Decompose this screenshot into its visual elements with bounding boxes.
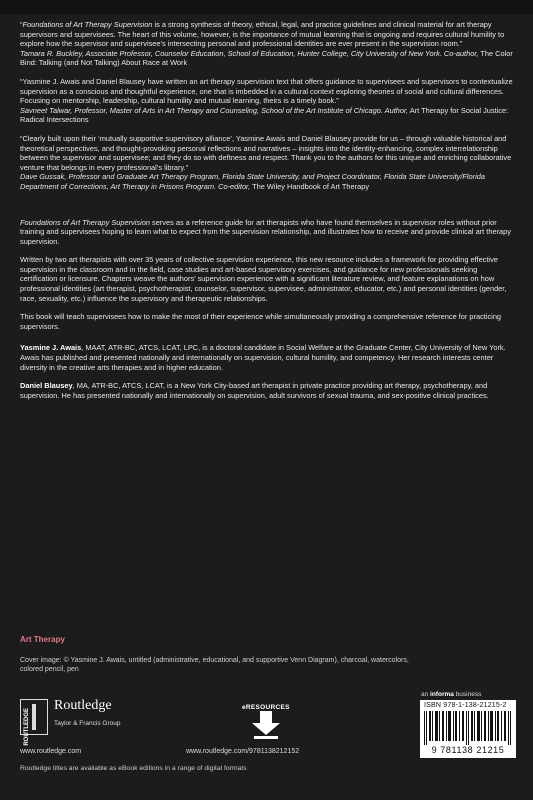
- routledge-mark-icon: ROUTLEDGE: [20, 699, 48, 735]
- isbn-barcode-box: [420, 700, 516, 758]
- description-paragraph: This book will teach supervisees how to make the most of their experience while simultaneously providing a comprehensive reference for practicing supervisors.: [20, 312, 502, 331]
- category-label: Art Therapy: [20, 635, 65, 644]
- author-bio: Daniel Blausey, MA, ATR-BC, ATCS, LCAT, is a New York City-based art therapist in private practice providing art therapy, psychotherapy, and supervision. He has presented nationally and internationally on supervision, adult survivors of sexual trauma, and sex-positive clinical practices.: [20, 381, 489, 400]
- eresources-label: eRESOURCES: [242, 704, 290, 711]
- publisher-url: www.routledge.com: [20, 748, 82, 755]
- endorsement-3: [20, 134, 514, 192]
- eresources-logo: [240, 703, 292, 739]
- author-bio: Yasmine J. Awais, MAAT, ATR-BC, ATCS, LCAT, LPC, is a doctoral candidate in Social Welfare at the Graduate Center, City University of New York. Awais has published and presented nationally and internationally on supervision, cultural humility, and competency. Her research interests center diversity in the creative arts therapies and in higher education.: [20, 343, 506, 372]
- publisher-name: Routledge: [54, 698, 112, 713]
- eresources-url: www.routledge.com/9781138212152: [186, 748, 300, 755]
- endorsement-2: [20, 77, 514, 125]
- ebook-note: Routledge titles are available as eBook editions in a range of digital formats: [20, 765, 247, 772]
- endorsement-body: “Yasmine J. Awais and Daniel Blausey have written an art therapy supervision text that offers guidance to supervisees and supervisors to contextualize supervision as a conscious and thoughtful experience, one that is imbedded in a cultural context exploring theories of social and cultural differences. Focusing on mentorship, leadership, cultural humility and mutual learning, theirs is a timely book.”: [20, 76, 513, 106]
- top-edge: [0, 0, 533, 14]
- endorsement-body: “Foundations of Art Therapy Supervision is a strong synthesis of theory, ethical, legal, and practice guidelines and clinical material for art therapy supervisors and supervisees. The heart of this volume, however, is the importance of mutual learning that is ongoing and requires cultural humility to explore how the supervisor and supervisee’s intersecting personal and professional identities are ever present in the supervision room.”: [20, 20, 505, 49]
- author-bios: [20, 343, 514, 400]
- main-content: [20, 20, 514, 409]
- endorsement-attribution: Savneet Talwar, Professor, Master of Arts in Art Therapy and Counseling, School of the Art Institute of Chicago. Author, Art Therapy for Social Justice: Radical Intersections: [20, 105, 509, 125]
- publisher-group: Taylor & Francis Group: [54, 720, 121, 727]
- isbn-label: ISBN 978-1-138-21215-2: [424, 702, 507, 709]
- endorsement-attribution: Dave Gussak, Professor and Graduate Art Therapy Program, Florida State University, and Project Coordinator, Florida State University/Florida Department of Corrections, Art Therapy in Prisons Program. Co-editor, The Wiley Handbook of Art Therapy: [20, 172, 485, 191]
- endorsement-body: “Clearly built upon their ‘mutually supportive supervisory alliance’, Yasmine Awais and Daniel Blausey provide for us – through valuable historical and theoretical perspectives, and thought-provoking personal reflections and narratives – insights into the identity-enhancing, complex interrelationship between the supervisor and supervisee; and they do so with deftness and respect. Thank you to the authors for this unique and enriching collaborative venture that belongs in every professional’s library.”: [20, 133, 512, 172]
- cover-credit: Cover image: © Yasmine J. Awais, untitled (administrative, educational, and supportive Venn Diagram), charcoal, watercolors, colored pencil, pen: [20, 657, 409, 673]
- barcode-icon: [424, 711, 512, 745]
- routledge-logo: [20, 698, 160, 746]
- informa-tagline: an informa business: [421, 691, 482, 698]
- description-paragraph: Foundations of Art Therapy Supervision serves as a reference guide for art therapists who have found themselves in supervisor roles without prior training and supervisees hoping to learn what to expect from the supervision relationship, and illustrates how to receive and provide clinical art therapy supervision.: [20, 217, 511, 246]
- download-arrow-icon: [250, 711, 282, 739]
- book-title: Foundations of Art Therapy Supervision: [22, 20, 153, 29]
- description-paragraph: Written by two art therapists with over 35 years of collective supervision experience, this new resource includes a framework for providing effective supervision in the classroom and in the field, case studies and art-based supervisory exercises, and guidance for new professionals seeking certification or licensure. Chapters weave the authors’ supervision experience with a significant literature review, and feature explanations on how professional identities (art therapist, psychotherapist, counselor, supervisor, supervisee, administrator, educator, etc.) and personal identities (gender, race, sexuality, etc.) influence the supervisory and therapeutic relationships.: [20, 255, 507, 303]
- endorsement-attribution: Tamara R. Buckley, Associate Professor, Counselor Education, School of Education, Hunter College, City University of New York. Co-author, The Color Bind: Talking (and Not Talking) About Race at Work: [20, 48, 513, 68]
- book-description: [20, 218, 514, 332]
- isbn-digits: 9 781138 21215: [431, 745, 505, 755]
- endorsement-1: [20, 20, 514, 68]
